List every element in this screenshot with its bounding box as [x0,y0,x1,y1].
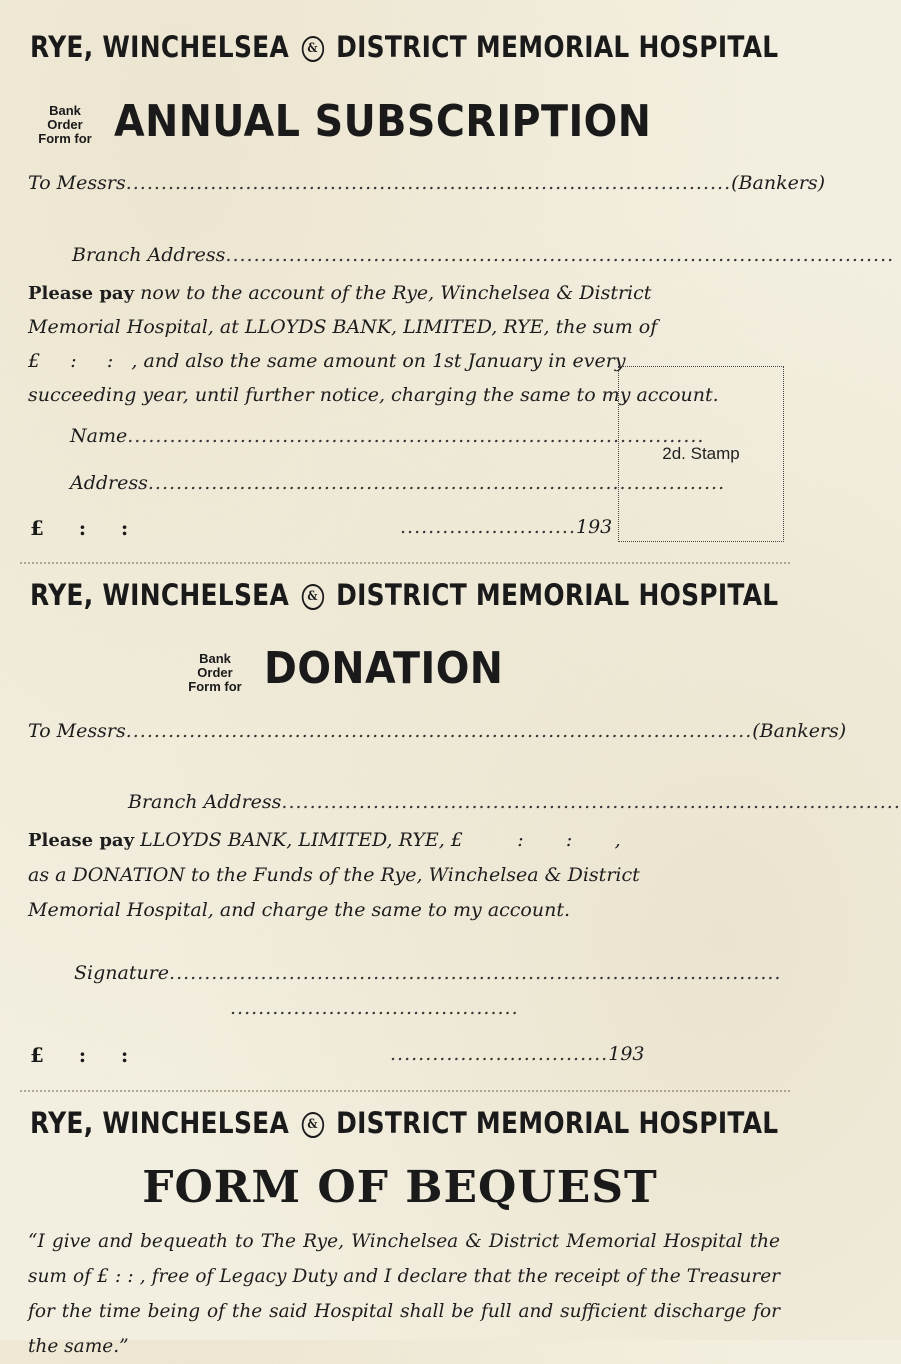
section1-body-line2: Memorial Hospital, at LLOYDS BANK, LIMITED, RYE, the sum of [28,316,658,338]
date-field[interactable]: ............................... [390,1043,609,1065]
section2-signature-continuation [230,997,519,1019]
section1-pound-row [30,516,128,540]
please-pay-word: Please pay [28,283,135,304]
stamp-label: 2d. Stamp [662,444,740,463]
address-label: Address [70,472,148,494]
perforation-divider-1 [20,562,790,564]
section1-body-line3 [28,350,626,372]
branch-address-label: Branch Address [128,791,282,813]
to-messrs-label: To Messrs [28,720,126,742]
pound-amount-field[interactable]: £ : : [30,1043,129,1067]
section2-to-messrs-row [28,720,847,742]
address-field[interactable]: .................................................................................. [147,472,726,494]
branch-address-label: Branch Address [72,244,226,266]
body-line3-text: , and also the same amount on 1st January in every [131,350,626,372]
section1-branch-address-row [72,244,895,266]
please-pay-word: Please pay [28,830,135,851]
bank-order-line2: Form for [188,679,242,694]
branch-address-field[interactable]: ........................................................................................ [281,791,901,813]
bankers-label: (Bankers) [731,172,826,194]
section2-body-line3: Memorial Hospital, and charge the same to my account. [28,899,571,921]
section1-name-row [70,425,705,447]
bankers-name-field[interactable]: ...................................................................................... [125,172,732,194]
section3-hospital-heading [30,1106,779,1140]
bequest-paragraph: “I give and bequeath to The Rye, Winchelsea & District Memorial Hospital the sum of £ : : , free of Legacy Duty and I declare that the receipt of the Treasurer for the time being of the said Hospital shall be full and sufficient discharge for the same.” [28,1231,780,1357]
perforation-divider-2 [20,1090,790,1092]
section1-title: ANNUAL SUBSCRIPTION [114,96,652,147]
section2-hospital-heading [30,578,779,612]
ampersand-logo-icon: & [301,584,323,610]
pound-amount-field[interactable]: £ : : [30,516,129,540]
year-label: 193 [576,516,613,538]
section1-body-line4: succeeding year, until further notice, charging the same to my account. [28,384,719,406]
hospital-name: RYE, WINCHELSEA [30,30,290,64]
signature-label: Signature [74,962,170,984]
section2-date-row [390,1043,645,1065]
bank-order-line2: Form for [38,131,92,146]
body-line1-text: LLOYDS BANK, LIMITED, RYE, £ : : , [140,829,621,851]
section2-body-line2: as a DONATION to the Funds of the Rye, Winchelsea & District [28,864,640,886]
name-label: Name [70,425,128,447]
bankers-label: (Bankers) [752,720,847,742]
section1-body-line1 [28,282,651,304]
branch-address-field[interactable]: ............................................................................................... [225,244,895,266]
signature-field-2[interactable]: ......................................... [230,997,519,1019]
ampersand-logo-icon: & [301,36,323,62]
section2-body-line1 [28,829,621,851]
date-field[interactable]: ......................... [400,516,576,538]
body-line1-text: now to the account of the Rye, Winchelsea & District [140,282,652,304]
year-label: 193 [608,1043,645,1065]
hospital-name-rest: DISTRICT MEMORIAL HOSPITAL [336,30,779,64]
name-field[interactable]: .................................................................................. [127,425,705,447]
section2-signature-row [74,962,782,984]
section1-date-row [400,516,612,538]
section2-bank-order-label [180,652,250,694]
section1-hospital-heading [30,30,779,64]
section2-title: DONATION [264,643,504,694]
section2-branch-address-row [128,791,901,813]
hospital-name-rest: DISTRICT MEMORIAL HOSPITAL [336,578,779,612]
bank-order-line1: Bank Order [197,651,233,680]
bank-order-line1: Bank Order [47,103,83,132]
section1-bank-order-label [30,104,100,146]
hospital-name-rest: DISTRICT MEMORIAL HOSPITAL [336,1106,779,1140]
section1-address-row [70,472,726,494]
ampersand-logo-icon: & [301,1112,323,1138]
pound-placeholder: £ : : [28,350,114,372]
section1-to-messrs-row [28,172,826,194]
section2-pound-row [30,1043,128,1067]
signature-field[interactable]: ....................................................................................... [169,962,782,984]
section3-title: FORM OF BEQUEST [142,1162,658,1213]
hospital-name: RYE, WINCHELSEA [30,578,290,612]
bankers-name-field[interactable]: ......................................................................................... [125,720,753,742]
hospital-name: RYE, WINCHELSEA [30,1106,290,1140]
to-messrs-label: To Messrs [28,172,126,194]
stamp-box [618,366,784,542]
